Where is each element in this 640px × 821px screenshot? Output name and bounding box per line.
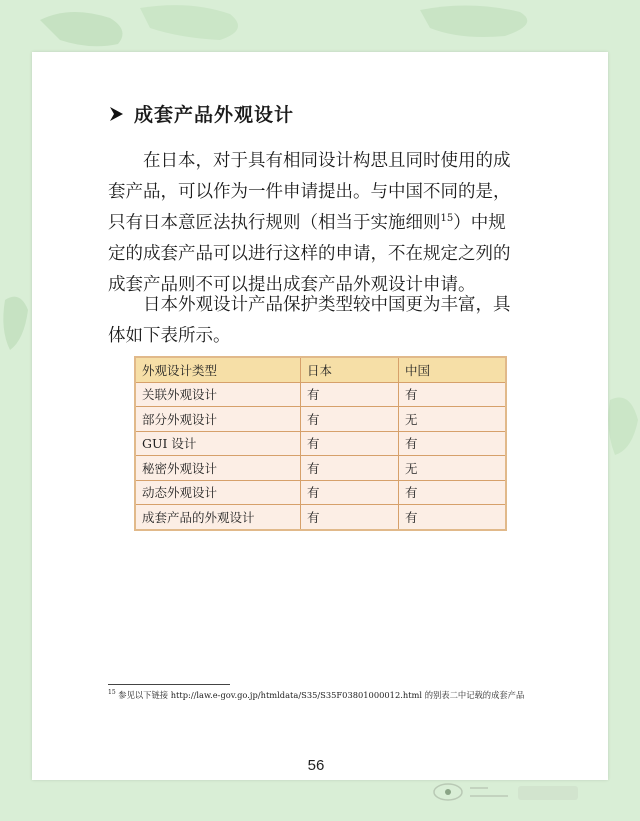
section-heading: [108, 100, 294, 127]
table-cell: 动态外观设计: [135, 480, 301, 505]
table-cell: 有: [301, 431, 399, 456]
table-cell: 关联外观设计: [135, 382, 301, 407]
table-row: [135, 480, 506, 505]
table-header-row: [135, 357, 506, 382]
arrow-right-icon: [108, 106, 124, 122]
table-cell: 秘密外观设计: [135, 456, 301, 481]
paragraph-1: 在日本，对于具有相同设计构思且同时使用的成 套产品，可以作为一件申请提出。与中国不同的是， 只有日本意匠法执行规则（相当于实施细则$^{15}$）中规 定的成套产品可以进行这样的申请，不在规定之列的 成套产品则不可以提出成套产品外观设计申请。: [108, 151, 511, 295]
table-cell: 部分外观设计: [135, 407, 301, 432]
table-cell: GUI 设计: [135, 431, 301, 456]
column-header: 日本: [301, 357, 399, 382]
table-row: [135, 407, 506, 432]
watermark-logo: [418, 770, 638, 816]
table-cell: 有: [301, 407, 399, 432]
table-row: [135, 505, 506, 530]
heading-text: 成套产品外观设计: [134, 104, 295, 126]
footnote-divider: [108, 684, 230, 685]
page-number: 56: [307, 757, 325, 774]
footnote-marker: 15: [440, 213, 454, 225]
column-header: 外观设计类型: [135, 357, 301, 382]
table-cell: 有: [301, 456, 399, 481]
table-row: [135, 431, 506, 456]
column-header: 中国: [399, 357, 507, 382]
table-row: [135, 456, 506, 481]
footnote: $^{15}$ 参见以下链接 http://law.e-gov.go.jp/htmldata/S35/S35F03801000012.html 的别表二中记载的成套产品: [108, 689, 525, 700]
table-cell: 无: [399, 456, 507, 481]
table-cell: 成套产品的外观设计: [135, 505, 301, 530]
comparison-table: [134, 356, 507, 531]
table-cell: 有: [301, 382, 399, 407]
table-cell: 无: [399, 407, 507, 432]
table-cell: 有: [301, 505, 399, 530]
table-cell: 有: [399, 480, 507, 505]
paragraph-2: 日本外观设计产品保护类型较中国更为丰富，具 体如下表所示。: [108, 295, 511, 346]
table-cell: 有: [399, 431, 507, 456]
table-cell: 有: [399, 505, 507, 530]
table-row: [135, 382, 506, 407]
table-cell: 有: [399, 382, 507, 407]
table-cell: 有: [301, 480, 399, 505]
